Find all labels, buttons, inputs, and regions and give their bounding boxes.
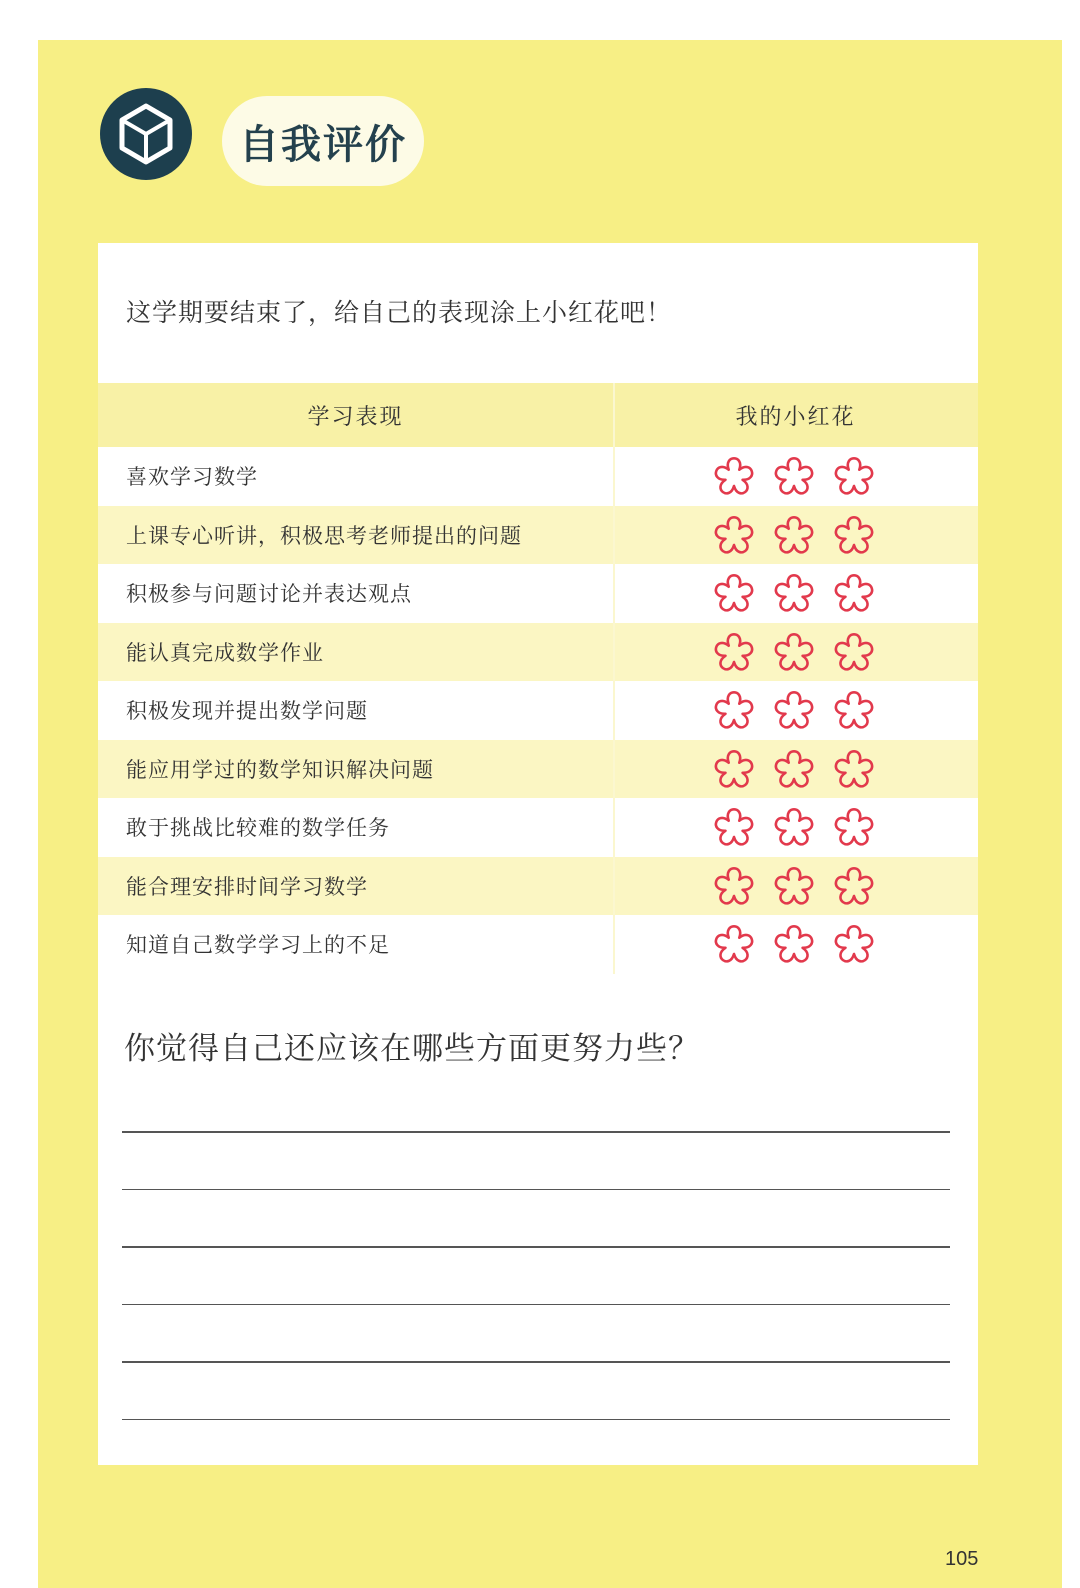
flower-rating	[613, 511, 978, 559]
flower-rating	[613, 452, 978, 500]
column-divider	[613, 857, 615, 916]
title-pill	[222, 96, 424, 186]
table-row	[98, 564, 978, 623]
flower-outline-icon[interactable]	[770, 745, 818, 793]
reflection-question: 你觉得自己还应该在哪些方面更努力些？	[124, 1031, 700, 1067]
flower-rating	[613, 628, 978, 676]
table-row	[98, 506, 978, 565]
flower-outline-icon[interactable]	[710, 628, 758, 676]
answer-line[interactable]	[122, 1131, 950, 1133]
table-row	[98, 740, 978, 799]
flower-outline-icon[interactable]	[770, 452, 818, 500]
table-header	[98, 383, 978, 447]
table-row	[98, 798, 978, 857]
table-row	[98, 447, 978, 506]
flower-outline-icon[interactable]	[830, 511, 878, 559]
table-body	[98, 447, 978, 974]
performance-label: 积极参与问题讨论并表达观点	[126, 582, 412, 607]
column-divider	[613, 383, 615, 447]
column-divider	[613, 740, 615, 799]
flower-outline-icon[interactable]	[710, 569, 758, 617]
performance-label: 能应用学过的数学知识解决问题	[126, 757, 434, 782]
flower-outline-icon[interactable]	[830, 686, 878, 734]
cube-icon	[100, 88, 192, 180]
flower-outline-icon[interactable]	[770, 862, 818, 910]
flower-outline-icon[interactable]	[830, 862, 878, 910]
performance-label: 能合理安排时间学习数学	[126, 874, 368, 899]
flower-outline-icon[interactable]	[770, 628, 818, 676]
flower-outline-icon[interactable]	[710, 920, 758, 968]
performance-label: 知道自己数学学习上的不足	[126, 933, 390, 958]
evaluation-card	[98, 243, 978, 1465]
flower-outline-icon[interactable]	[830, 745, 878, 793]
flower-rating	[613, 686, 978, 734]
flower-outline-icon[interactable]	[770, 569, 818, 617]
column-divider	[613, 915, 615, 974]
flower-outline-icon[interactable]	[770, 920, 818, 968]
flower-rating	[613, 569, 978, 617]
flower-outline-icon[interactable]	[770, 686, 818, 734]
table-row	[98, 623, 978, 682]
performance-label: 能认真完成数学作业	[126, 640, 324, 665]
column-divider	[613, 506, 615, 565]
flower-outline-icon[interactable]	[830, 569, 878, 617]
column-divider	[613, 447, 615, 506]
flower-outline-icon[interactable]	[710, 686, 758, 734]
column-divider	[613, 564, 615, 623]
evaluation-table	[98, 383, 978, 974]
answer-line[interactable]	[122, 1419, 950, 1421]
flower-rating	[613, 745, 978, 793]
intro-text: 这学期要结束了，给自己的表现涂上小红花吧！	[126, 298, 673, 327]
flower-outline-icon[interactable]	[830, 452, 878, 500]
performance-label: 上课专心听讲，积极思考老师提出的问题	[126, 523, 522, 548]
flower-rating	[613, 862, 978, 910]
column-divider	[613, 623, 615, 682]
column-divider	[613, 798, 615, 857]
flower-outline-icon[interactable]	[770, 511, 818, 559]
performance-label: 喜欢学习数学	[126, 465, 258, 490]
flower-outline-icon[interactable]	[710, 862, 758, 910]
answer-line[interactable]	[122, 1246, 950, 1248]
answer-line[interactable]	[122, 1361, 950, 1363]
flower-rating	[613, 920, 978, 968]
table-row	[98, 915, 978, 974]
flower-outline-icon[interactable]	[710, 452, 758, 500]
column-header-performance: 学习表现	[307, 404, 404, 430]
flower-outline-icon[interactable]	[830, 920, 878, 968]
flower-outline-icon[interactable]	[770, 803, 818, 851]
flower-outline-icon[interactable]	[710, 745, 758, 793]
flower-outline-icon[interactable]	[710, 803, 758, 851]
flower-outline-icon[interactable]	[830, 803, 878, 851]
table-row	[98, 681, 978, 740]
page-title: 自我评价	[239, 121, 407, 168]
answer-line[interactable]	[122, 1304, 950, 1306]
flower-rating	[613, 803, 978, 851]
flower-outline-icon[interactable]	[830, 628, 878, 676]
answer-line[interactable]	[122, 1189, 950, 1191]
performance-label: 敢于挑战比较难的数学任务	[126, 816, 390, 841]
performance-label: 积极发现并提出数学问题	[126, 699, 368, 724]
table-row	[98, 857, 978, 916]
column-divider	[613, 681, 615, 740]
flower-outline-icon[interactable]	[710, 511, 758, 559]
page-number: 105	[945, 1548, 979, 1570]
column-header-flowers: 我的小红花	[735, 404, 856, 430]
